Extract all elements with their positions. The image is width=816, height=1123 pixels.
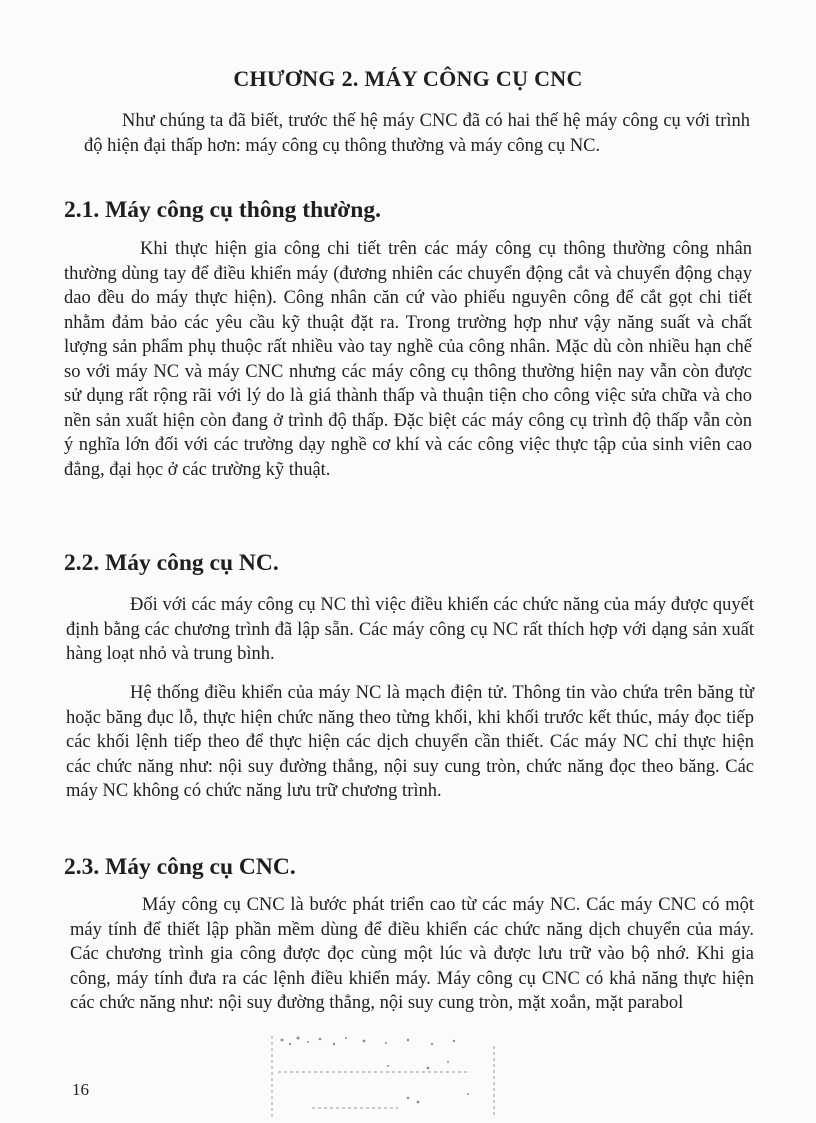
section-2-2-paragraph-2	[66, 681, 754, 804]
stamp-dashed-lines	[272, 1036, 494, 1118]
intro-paragraph	[84, 109, 750, 158]
section-heading-2-2: 2.2. Máy công cụ NC.	[64, 550, 279, 576]
page-number: 16	[72, 1080, 89, 1099]
section-2-3-paragraph	[70, 893, 754, 1016]
section-2-2-paragraph-1	[66, 593, 754, 667]
chapter-title: CHƯƠNG 2. MÁY CÔNG CỤ CNC	[233, 66, 583, 91]
section-heading-2-1: 2.1. Máy công cụ thông thường.	[64, 197, 381, 223]
library-stamp-mark	[268, 1032, 500, 1120]
section-2-2-text-2: Hệ thống điều khiển của máy NC là mạch điện tử. Thông tin vào chứa trên băng từ hoặc băng đục lỗ, thực hiện chức năng theo từng khối, khi khối trước kết thúc, máy đọc tiếp các khối lệnh tiếp theo để thực hiện các dịch chuyển cần thiết. Các máy NC chỉ thực hiện các chức năng như: nội suy đường thẳng, nội suy cung tròn, chức năng đọc theo băng. Các máy NC không có chức năng lưu trữ chương trình.	[66, 683, 754, 801]
section-2-3-text: Máy công cụ CNC là bước phát triển cao từ các máy NC. Các máy CNC có một máy tính để thiết lập phần mềm dùng để điều khiển các chức năng dịch chuyển của máy. Các chương trình gia công được đọc cùng một lúc và được lưu trữ vào bộ nhớ. Khi gia công, máy tính đưa ra các lệnh điều khiển máy. Máy công cụ CNC có khả năng thực hiện các chức năng như: nội suy đường thẳng, nội suy cung tròn, mặt xoắn, mặt parabol	[70, 895, 754, 1013]
stamp-speckle-group	[281, 1037, 469, 1104]
section-heading-2-3: 2.3. Máy công cụ CNC.	[64, 854, 296, 880]
section-2-1-paragraph	[64, 237, 752, 482]
section-2-1-text: Khi thực hiện gia công chi tiết trên các máy công cụ thông thường công nhân thường dùng tay để điều khiển máy (đương nhiên các chuyển động cắt và chuyển động chạy dao đều do máy thực hiện). Công nhân căn cứ vào phiếu nguyên công để cắt gọt chi tiết nhằm đảm bảo các yêu cầu kỹ thuật đặt ra. Trong trường hợp như vậy năng suất và chất lượng sản phẩm phụ thuộc rất nhiều vào tay nghề của công nhân. Mặc dù còn nhiều hạn chế so với máy NC và máy CNC nhưng các máy công cụ thông thường hiện nay vẫn còn được sử dụng rất rộng rãi với lý do là giá thành thấp và thuận tiện cho công việc sửa chữa và cho nền sản xuất hiện còn đang ở trình độ thấp. Đặc biệt các máy công cụ trình độ thấp vẫn còn ý nghĩa lớn đối với các trường dạy nghề cơ khí và các công việc thực tập của sinh viên cao đẳng, đại học ở các trường kỹ thuật.	[64, 239, 752, 480]
intro-text: Như chúng ta đã biết, trước thế hệ máy CNC đã có hai thế hệ máy công cụ với trình độ hiện đại thấp hơn: máy công cụ thông thường và máy công cụ NC.	[84, 111, 750, 156]
section-2-2-text-1: Đối với các máy công cụ NC thì việc điều khiển các chức năng của máy được quyết định bằng các chương trình đã lập sẵn. Các máy công cụ NC rất thích hợp với dạng sản xuất hàng loạt nhỏ và trung bình.	[66, 595, 754, 664]
